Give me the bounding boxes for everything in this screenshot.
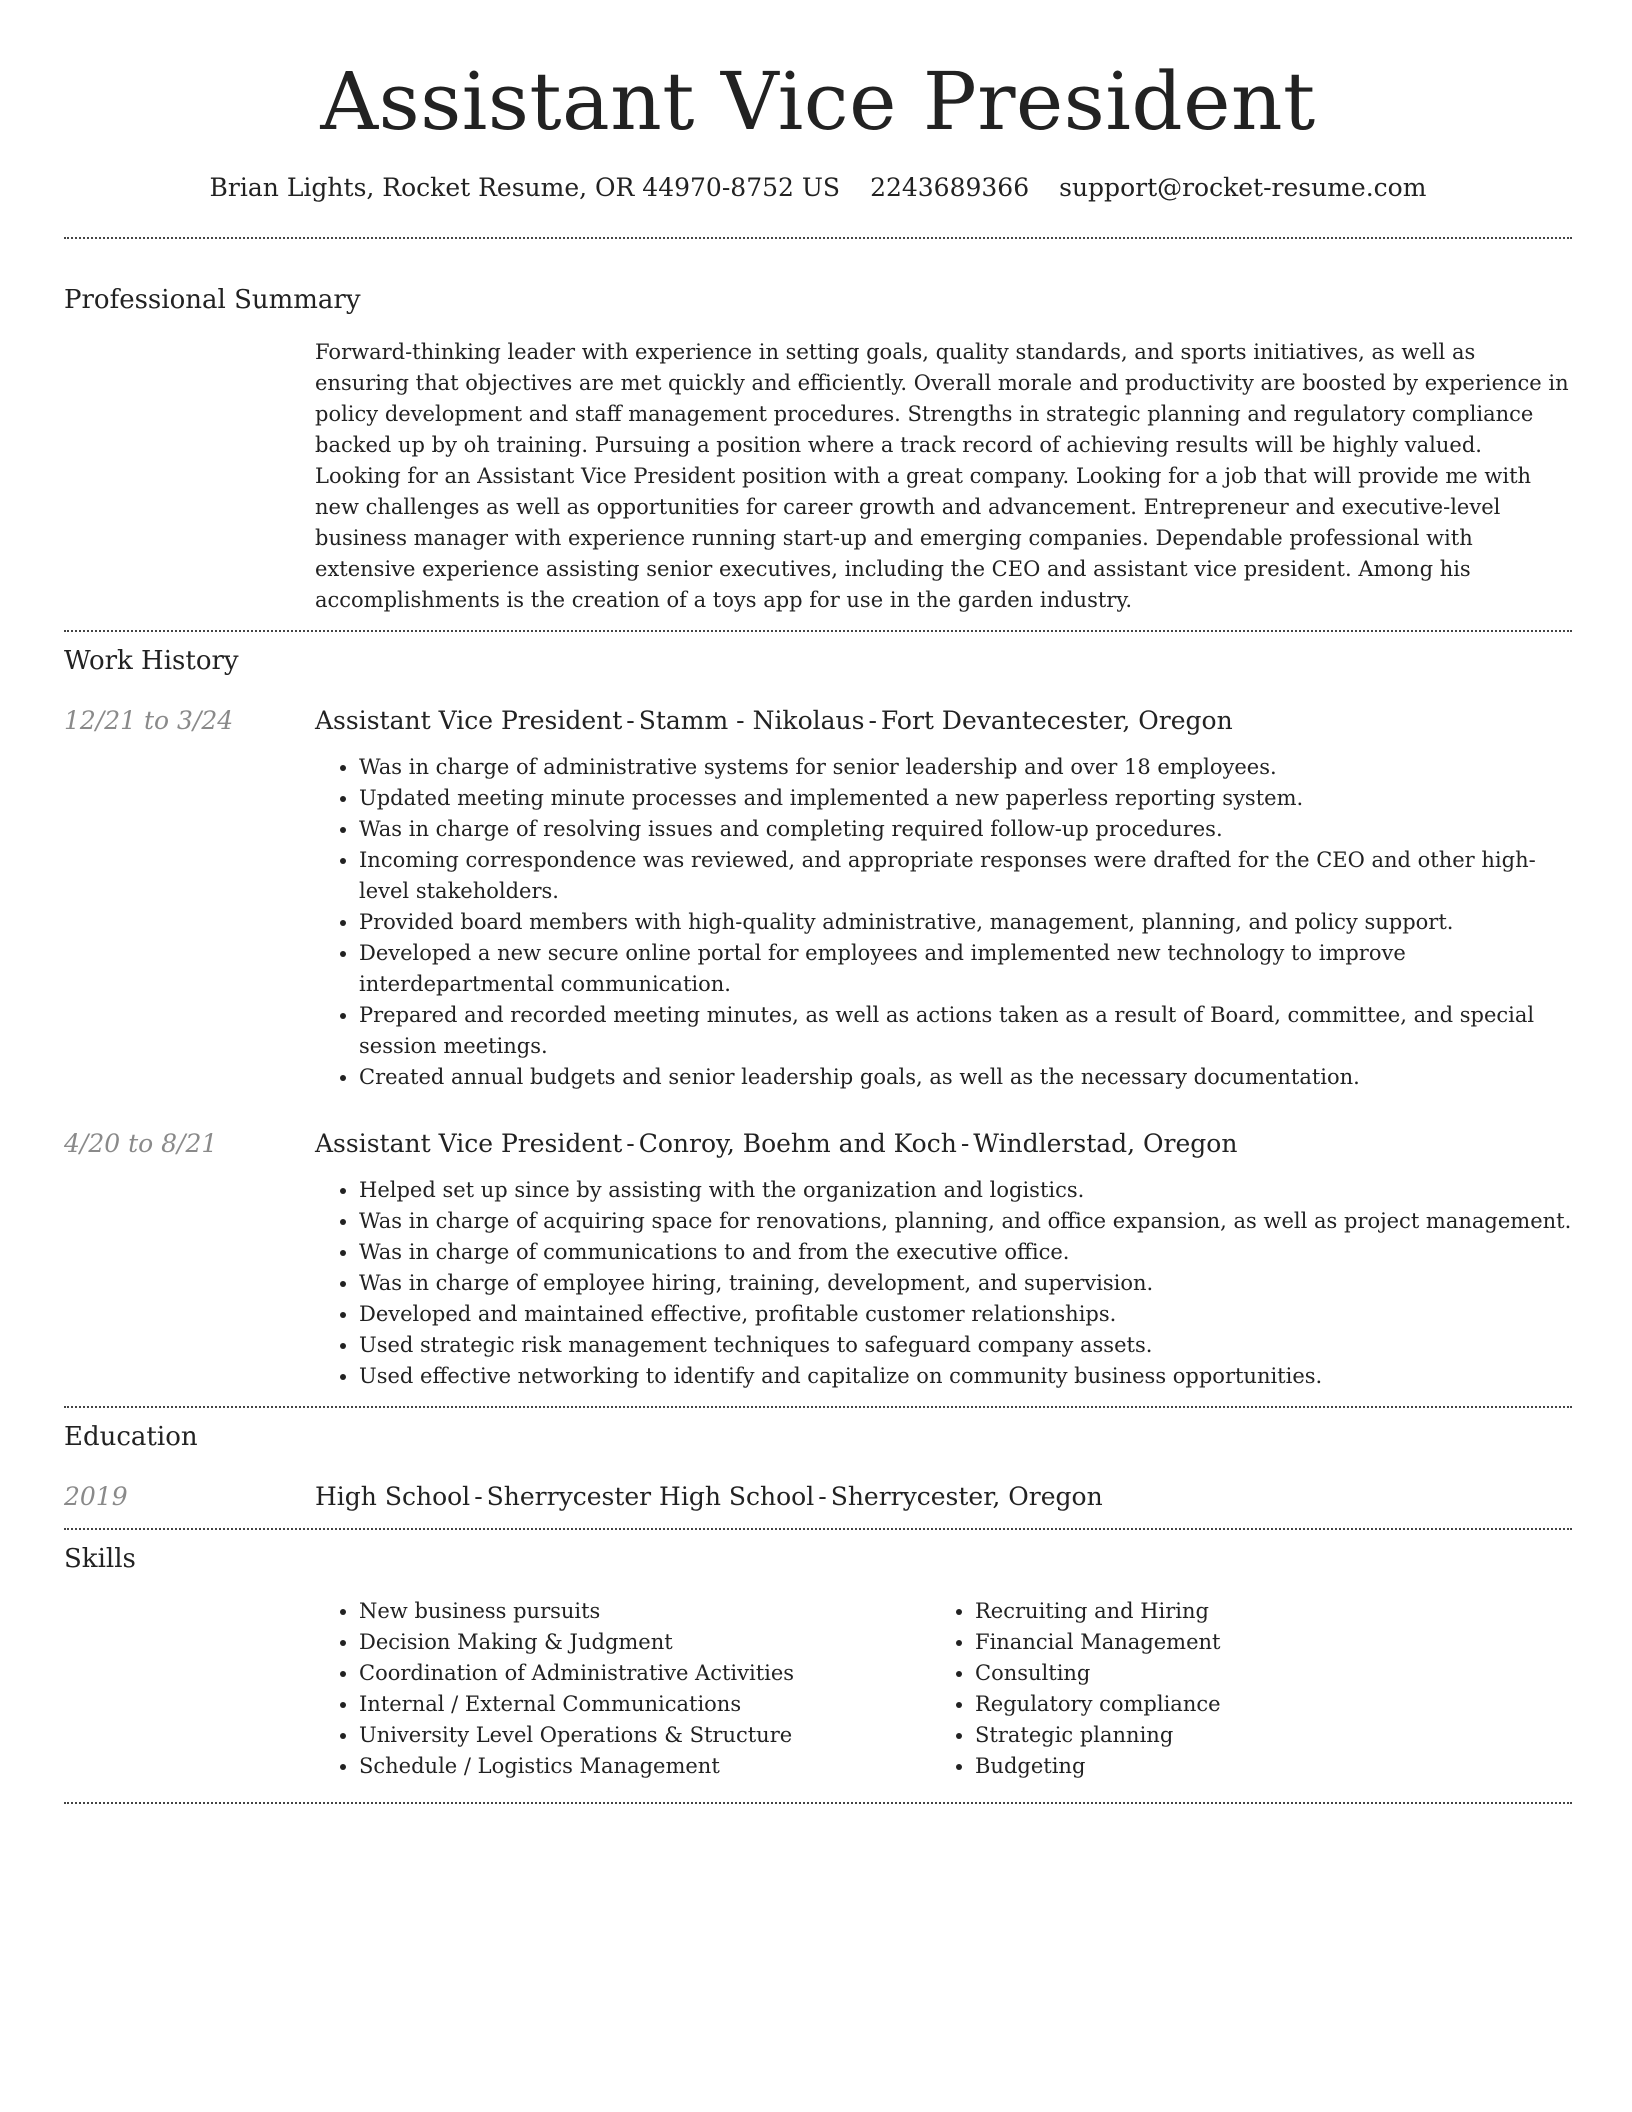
separator: - <box>626 1129 635 1158</box>
education-year: 2019 <box>64 1482 128 1511</box>
education-degree: High School <box>315 1482 471 1511</box>
list-item: • New business pursuits <box>359 1596 931 1627</box>
job-location: Windlerstad, Oregon <box>973 1129 1238 1158</box>
contact-line <box>64 170 1572 206</box>
list-item: • Internal / External Communications <box>359 1689 931 1720</box>
list-item: • Consulting <box>975 1658 1547 1689</box>
skills-list <box>315 1596 1572 1782</box>
list-item: • Budgeting <box>975 1751 1547 1782</box>
list-item: • Used effective networking to identify and capitalize on community business opportunities. <box>359 1361 1572 1392</box>
list-item: • Developed and maintained effective, profitable customer relationships. <box>359 1299 1572 1330</box>
job-dates: 4/20 to 8/21 <box>64 1129 218 1158</box>
summary-text: Forward-thinking leader with experience in setting goals, quality standards, and sports initiatives, as well as ensuring that objectives are met quickly and efficiently. Overall morale and productivity are boosted by experience in policy development and staff management procedures. Strengths in strategic planning and regulatory compliance backed up by oh training. Pursuing a position where a track record of achieving results will be highly valued. Looking for an Assistant Vice President position with a great company. Looking for a job that will provide me with new challenges as well as opportunities for career growth and advancement. Entrepreneur and executive-level business manager with experience running start-up and emerging companies. Dependable professional with extensive experience assisting senior executives, including the CEO and assistant vice president. Among his accomplishments is the creation of a toys app for use in the garden industry. <box>315 340 1569 612</box>
list-item: • University Level Operations & Structure <box>359 1720 931 1751</box>
skills-column-right <box>931 1596 1547 1782</box>
separator: - <box>626 706 635 735</box>
job-bullets <box>359 1175 1572 1392</box>
list-item: • Prepared and recorded meeting minutes, as well as actions taken as a result of Board, committee, and special session meetings. <box>359 1000 1572 1062</box>
list-item: • Helped set up since by assisting with the organization and logistics. <box>359 1175 1572 1206</box>
list-item: • Created annual budgets and senior leadership goals, as well as the necessary documentation. <box>359 1062 1572 1093</box>
job-role: Assistant Vice President <box>315 706 623 735</box>
list-item: • Strategic planning <box>975 1720 1547 1751</box>
skills-column-left <box>315 1596 931 1782</box>
list-item: • Coordination of Administrative Activities <box>359 1658 931 1689</box>
list-item: • Recruiting and Hiring <box>975 1596 1547 1627</box>
separator: - <box>818 1482 827 1511</box>
spacer <box>64 1392 1572 1406</box>
list-item: • Regulatory compliance <box>975 1689 1547 1720</box>
education-location: Sherrycester, Oregon <box>830 1482 1103 1511</box>
list-item: • Was in charge of employee hiring, training, development, and supervision. <box>359 1268 1572 1299</box>
list-item: • Financial Management <box>975 1627 1547 1658</box>
job-company: Stamm - Nikolaus <box>638 706 865 735</box>
list-item: • Incoming correspondence was reviewed, and appropriate responses were drafted for the CEO and other high-level stakeholders. <box>359 845 1572 907</box>
list-item: • Used strategic risk management techniques to safeguard company assets. <box>359 1330 1572 1361</box>
divider <box>64 1802 1572 1804</box>
education-heading <box>315 1480 1572 1514</box>
education-school: Sherrycester High School <box>486 1482 815 1511</box>
job-location: Fort Devantecester, Oregon <box>880 706 1233 735</box>
resume-title: Assistant Vice President <box>320 55 1316 148</box>
job-heading <box>315 1127 1572 1161</box>
list-item: • Schedule / Logistics Management <box>359 1751 931 1782</box>
job-dates: 12/21 to 3/24 <box>64 706 234 735</box>
spacer <box>64 1514 1572 1528</box>
list-item: • Provided board members with high-quality administrative, management, planning, and policy support. <box>359 907 1572 938</box>
list-item: • Updated meeting minute processes and implemented a new paperless reporting system. <box>359 783 1572 814</box>
job-company: Conroy, Boehm and Koch <box>638 1129 957 1158</box>
section-title-summary: Professional Summary <box>64 285 361 315</box>
list-item: • Was in charge of administrative systems for senior leadership and over 18 employees. <box>359 752 1572 783</box>
list-item: • Was in charge of communications to and from the executive office. <box>359 1237 1572 1268</box>
job-role: Assistant Vice President <box>315 1129 623 1158</box>
section-title-work-history: Work History <box>64 646 239 676</box>
job-entry <box>64 704 1572 1093</box>
job-entry <box>64 1127 1572 1392</box>
contact-address: Brian Lights, Rocket Resume, OR 44970-8752 US <box>209 173 841 202</box>
list-item: • Was in charge of acquiring space for renovations, planning, and office expansion, as well as project management. <box>359 1206 1572 1237</box>
separator: - <box>868 706 877 735</box>
job-heading <box>315 704 1572 738</box>
contact-email: support@rocket-resume.com <box>1059 173 1427 202</box>
list-item: • Developed a new secure online portal for employees and implemented new technology to improve interdepartmental communication. <box>359 938 1572 1000</box>
job-bullets <box>359 752 1572 1093</box>
contact-phone: 2243689366 <box>870 173 1030 202</box>
separator: - <box>960 1129 970 1158</box>
section-title-skills: Skills <box>64 1544 136 1574</box>
separator: - <box>474 1482 483 1511</box>
resume-page <box>64 0 1572 1804</box>
education-entry <box>64 1480 1572 1514</box>
section-title-education: Education <box>64 1422 198 1452</box>
list-item: • Was in charge of resolving issues and completing required follow-up procedures. <box>359 814 1572 845</box>
list-item: • Decision Making & Judgment <box>359 1627 931 1658</box>
